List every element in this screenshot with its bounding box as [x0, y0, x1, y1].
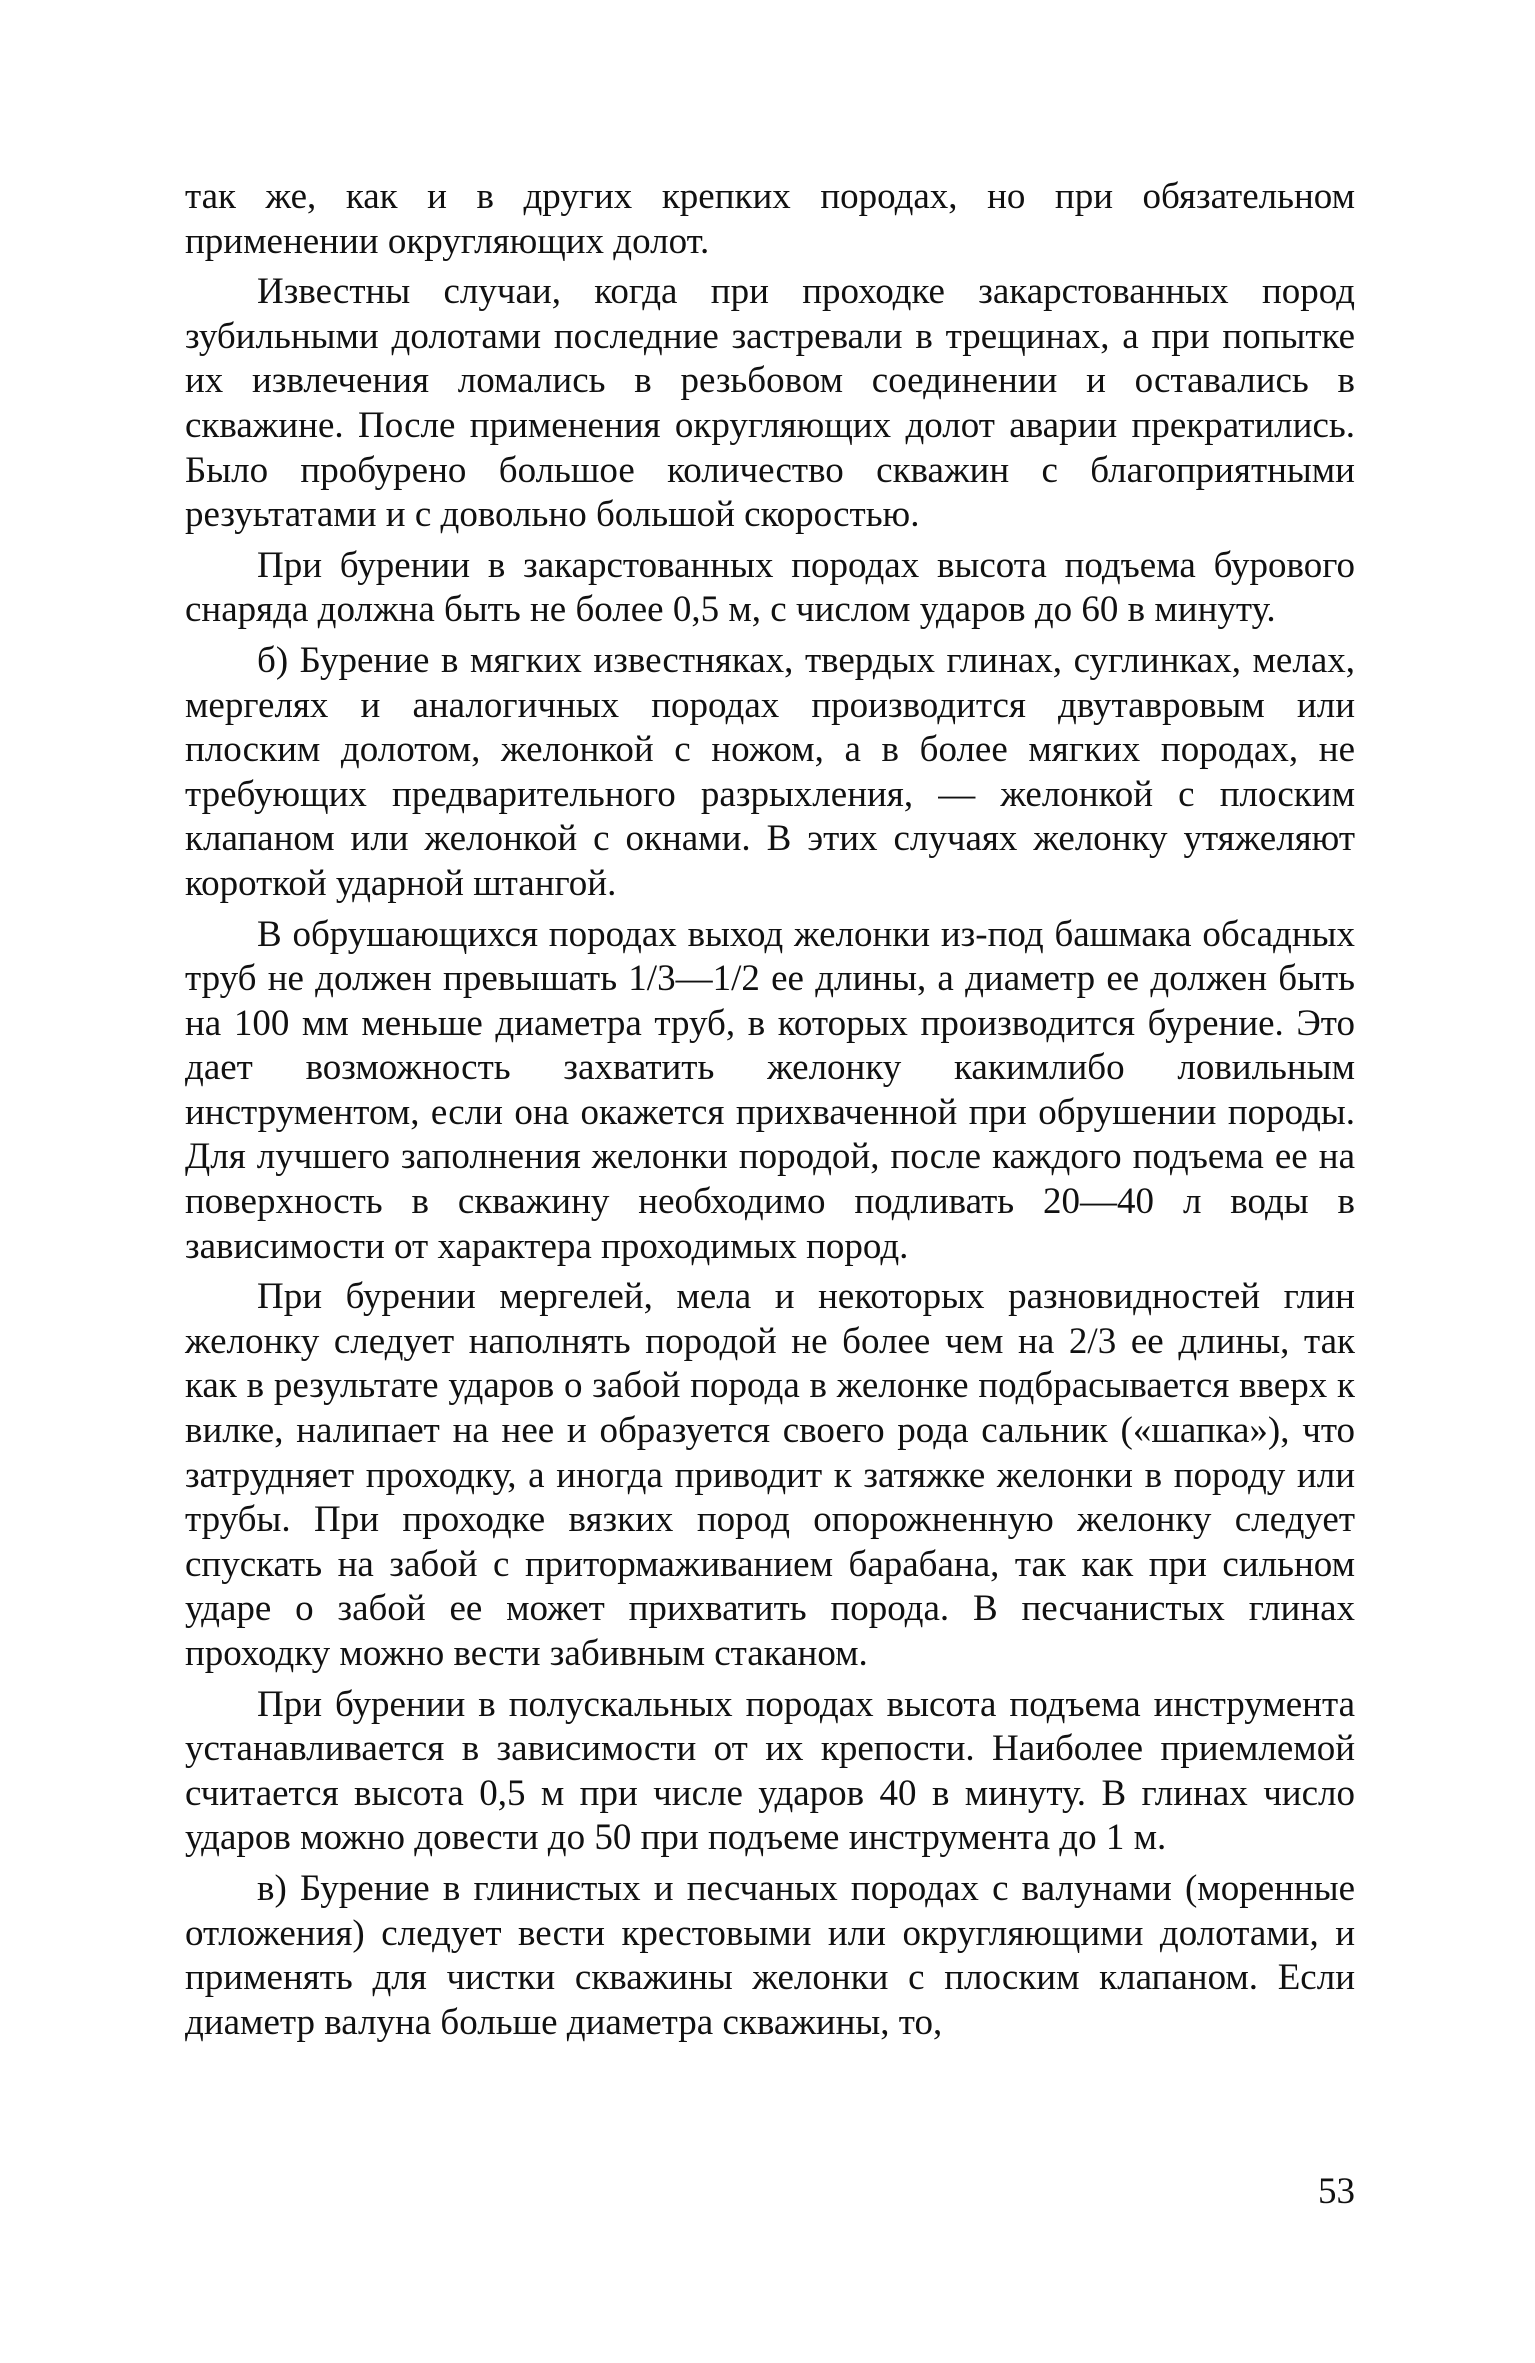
paragraph-1: так же, как и в других крепких породах, но при обязательном применении округляющих долот. — [185, 176, 1355, 262]
paragraph-3: При бурении в закарстованных породах высота подъема бурового снаряда должна быть не более 0,5 м, с числом ударов до 60 в минуту. — [185, 544, 1355, 631]
paragraph-2: Известны случаи, когда при проходке закарстованных пород зубильными долотами последние застревали в трещинах, а при попытке их извлечения ломались в резьбовом соединении и оставались в скважине. После применения округляющих долот аварии прекратились. Было пробурено большое количество скважин с благоприятными резуьтатами и с довольно большой скоростью. — [185, 271, 1355, 536]
page-number: 53 — [1318, 2171, 1355, 2212]
paragraph-8: в) Бурение в глинистых и песчаных породах с валунами (моренные отложения) следует вести крестовыми или округляющими долотами, и применять для чистки скважины желонки с плоским клапаном. Если диаметр валуна больше диаметра скважины, то, — [185, 1867, 1355, 2043]
page-body — [185, 175, 1355, 2051]
paragraph-5: В обрушающихся породах выход желонки из-под башмака обсадных труб не должен превышать 1/3—1/2 ее длины, а диаметр ее должен быть на 100 мм меньше диаметра труб, в которых производится бурение. Это дает возможность захватить желонку какимлибо ловильным инструментом, если она окажется прихваченной при обрушении породы. Для лучшего заполнения желонки породой, после каждого подъема ее на поверхность в скважину необходимо подливать 20—40 л воды в зависимости от характера проходимых пород. — [185, 913, 1355, 1267]
paragraph-4: б) Бурение в мягких известняках, твердых глинах, суглинках, мелах, мергелях и аналогичных породах производится двутавровым или плоским долотом, желонкой с ножом, а в более мягких породах, не требующих предварительного разрыхления, — желонкой с плоским клапаном или желонкой с окнами. В этих случаях желонку утяжеляют короткой ударной штангой. — [185, 639, 1355, 904]
paragraph-6: При бурении мергелей, мела и некоторых разновидностей глин желонку следует наполнять породой не более чем на 2/3 ее длины, так как в результате ударов о забой порода в желонке подбрасывается вверх к вилке, налипает на нее и образуется своего рода сальник («шапка»), что затрудняет проходку, а иногда приводит к затяжке желонки в породу или трубы. При проходке вязких пород опорожненную желонку следует спускать на забой с притормаживанием барабана, так как при сильном ударе о забой ее может прихватить порода. В песчанистых глинах проходку можно вести забивным стаканом. — [185, 1276, 1355, 1674]
paragraph-7: При бурении в полускальных породах высота подъема инструмента устанавливается в зависимости от их крепости. Наиболее приемлемой считается высота 0,5 м при числе ударов 40 в минуту. В глинах число ударов можно довести до 50 при подъеме инструмента до 1 м. — [185, 1683, 1355, 1859]
